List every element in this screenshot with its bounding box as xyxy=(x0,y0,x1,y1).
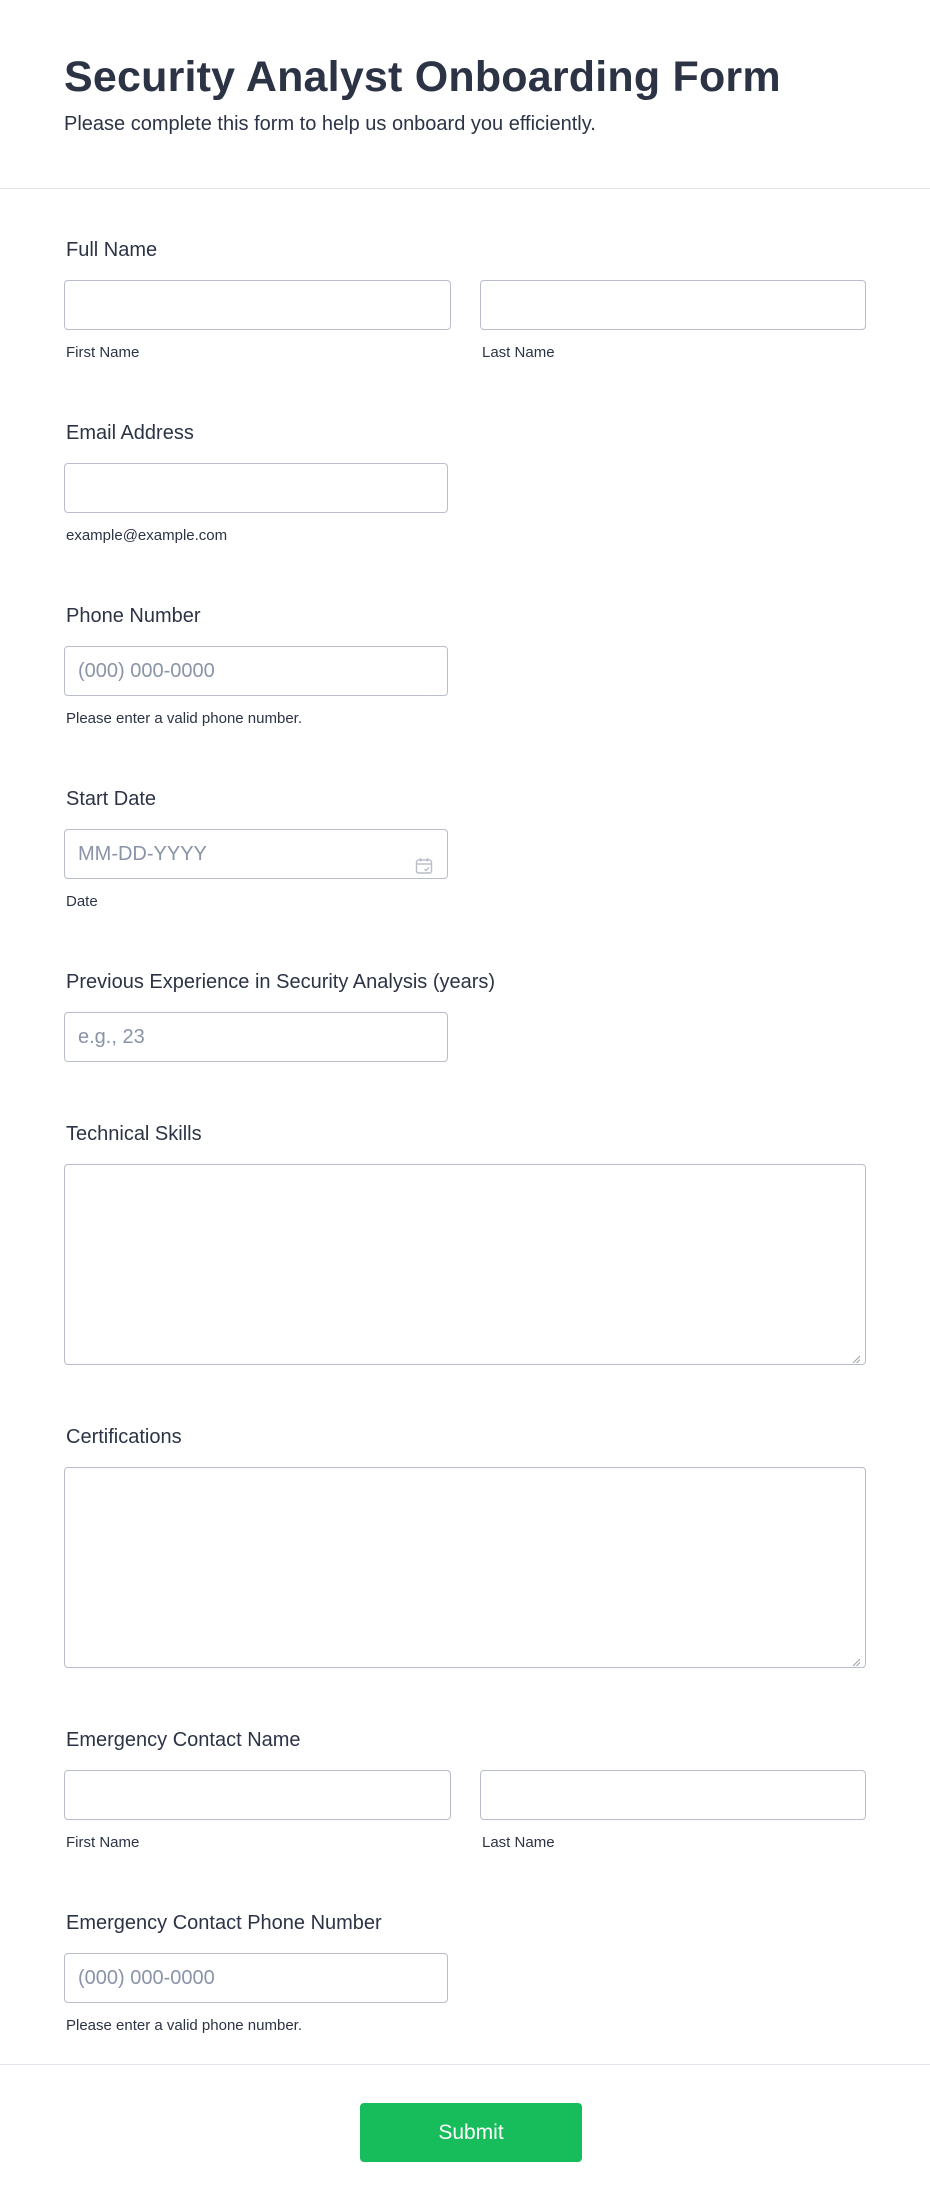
form-title: Security Analyst Onboarding Form xyxy=(64,53,781,101)
first-name-input[interactable] xyxy=(64,280,451,330)
email-input[interactable] xyxy=(64,463,448,513)
emergency-first-name-input[interactable] xyxy=(64,1770,451,1820)
form-header xyxy=(0,0,930,189)
resize-handle-icon[interactable] xyxy=(852,1351,861,1360)
certifications-label: Certifications xyxy=(66,1426,182,1448)
full-name-label: Full Name xyxy=(66,239,158,261)
emergency-name-label: Emergency Contact Name xyxy=(66,1729,301,1751)
emergency-first-name-sublabel: First Name xyxy=(66,1834,140,1851)
emergency-phone-label: Emergency Contact Phone Number xyxy=(66,1912,382,1934)
start-date-input[interactable] xyxy=(64,829,448,879)
phone-input[interactable]: (000) 000-0000 xyxy=(64,646,448,696)
phone-label: Phone Number xyxy=(66,605,201,627)
email-label: Email Address xyxy=(66,422,194,444)
phone-sublabel: Please enter a valid phone number. xyxy=(66,710,302,727)
experience-input[interactable]: e.g., 23 xyxy=(64,1012,448,1062)
first-name-sublabel: First Name xyxy=(66,344,140,361)
emergency-last-name-input[interactable] xyxy=(480,1770,866,1820)
emergency-phone-input[interactable]: (000) 000-0000 xyxy=(64,1953,448,2003)
technical-skills-textarea[interactable] xyxy=(64,1164,866,1365)
emergency-last-name-sublabel: Last Name xyxy=(482,1834,555,1851)
start-date-placeholder: MM-DD-YYYY xyxy=(78,843,207,865)
footer-divider xyxy=(0,2064,930,2065)
last-name-sublabel: Last Name xyxy=(482,344,555,361)
certifications-textarea[interactable] xyxy=(64,1467,866,1668)
technical-skills-label: Technical Skills xyxy=(66,1123,202,1145)
emergency-phone-sublabel: Please enter a valid phone number. xyxy=(66,2017,302,2034)
experience-label: Previous Experience in Security Analysis (years) xyxy=(66,971,496,993)
start-date-label: Start Date xyxy=(66,788,157,810)
resize-handle-icon[interactable] xyxy=(852,1654,861,1663)
form-subtitle: Please complete this form to help us onboard you efficiently. xyxy=(64,113,596,135)
last-name-input[interactable] xyxy=(480,280,866,330)
submit-button[interactable]: Submit xyxy=(360,2103,582,2162)
email-sublabel: example@example.com xyxy=(66,527,228,544)
calendar-icon[interactable] xyxy=(415,845,433,863)
start-date-sublabel: Date xyxy=(66,893,98,910)
